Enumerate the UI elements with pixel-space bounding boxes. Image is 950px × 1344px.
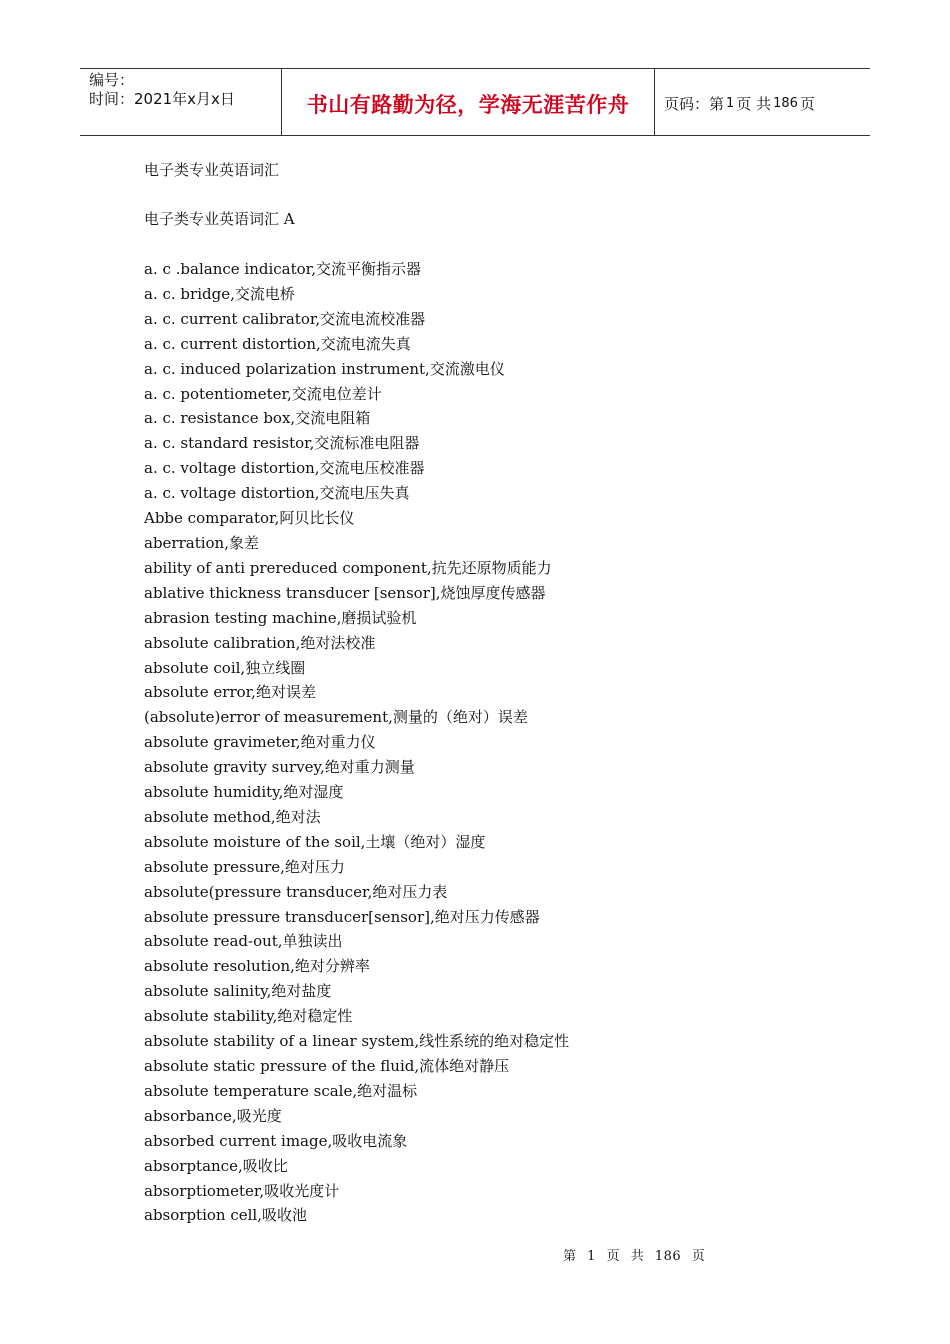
glossary-list	[144, 257, 864, 1228]
glossary-entry: absolute humidity,绝对湿度	[144, 783, 344, 802]
page-total: 186	[773, 95, 798, 111]
glossary-entry: absolute static pressure of the fluid,流体绝对静压	[144, 1057, 510, 1075]
glossary-entry: absolute read-out,单独读出	[144, 932, 343, 951]
document-title: 电子类专业英语词汇	[144, 161, 280, 179]
glossary-entry: a. c. voltage distortion,交流电压校准器	[144, 459, 425, 478]
glossary-entry: ability of anti prereduced component,抗先还原物质能力	[144, 558, 552, 577]
glossary-entry: absolute temperature scale,绝对温标	[144, 1081, 418, 1100]
glossary-entry: a. c. current distortion,交流电流失真	[144, 334, 411, 353]
glossary-entry: (absolute)error of measurement,测量的（绝对）误差	[144, 708, 528, 727]
glossary-entry: aberration,象差	[144, 533, 259, 552]
glossary-entry: absolute pressure transducer[sensor],绝对压力传感器	[144, 907, 540, 926]
glossary-entry: a. c. voltage distortion,交流电压失真	[144, 484, 410, 503]
glossary-entry: abrasion testing machine,磨损试验机	[144, 608, 417, 627]
glossary-entry: absolute stability of a linear system,线性系统的绝对稳定性	[144, 1032, 570, 1051]
glossary-entry: absolute(pressure transducer,绝对压力表	[144, 882, 448, 901]
footer-mid1: 页	[606, 1249, 621, 1264]
glossary-entry: absolute moisture of the soil,土壤（绝对）湿度	[144, 832, 486, 851]
glossary-entry: absorbance,吸光度	[144, 1106, 282, 1125]
glossary-entry: absolute pressure,绝对压力	[144, 857, 345, 876]
header-page-info	[655, 69, 870, 135]
page-mid: 页 共	[736, 94, 772, 113]
document-body	[144, 158, 864, 1228]
glossary-entry: absolute stability,绝对稳定性	[144, 1007, 353, 1026]
glossary-entry: a. c. standard resistor,交流标准电阻器	[144, 434, 420, 453]
glossary-entry: ablative thickness transducer [sensor],烧蚀厚度传感器	[144, 583, 546, 602]
glossary-entry: a. c. induced polarization instrument,交流激电仪	[144, 359, 505, 378]
page-prefix: 页码：第	[664, 94, 725, 113]
glossary-entry: absolute gravimeter,绝对重力仪	[144, 733, 376, 752]
footer-total: 186	[654, 1249, 682, 1264]
footer-current: 1	[587, 1249, 596, 1264]
glossary-entry: a. c .balance indicator,交流平衡指示器	[144, 260, 421, 278]
glossary-entry: absolute gravity survey,绝对重力测量	[144, 758, 415, 777]
footer-suffix: 页	[691, 1249, 706, 1264]
glossary-entry: absolute error,绝对误差	[144, 683, 316, 702]
page-current: 1	[726, 95, 735, 111]
glossary-entry: absorption cell,吸收池	[144, 1206, 307, 1225]
glossary-entry: a. c. potentiometer,交流电位差计	[144, 384, 382, 403]
glossary-entry: absolute method,绝对法	[144, 807, 321, 826]
glossary-entry: absolute resolution,绝对分辨率	[144, 957, 370, 976]
glossary-entry: a. c. resistance box,交流电阻箱	[144, 409, 371, 428]
page-suffix: 页	[799, 94, 815, 113]
glossary-entry: absorptance,吸收比	[144, 1156, 288, 1175]
header-meta	[80, 69, 281, 135]
document-time-label: 时间：2021年x月x日	[89, 90, 235, 108]
page-footer	[563, 1245, 711, 1264]
glossary-entry: Abbe comparator,阿贝比长仪	[144, 509, 355, 528]
header-motto: 书山有路勤为径，学海无涯苦作舟	[281, 69, 655, 135]
glossary-entry: a. c. current calibrator,交流电流校准器	[144, 309, 426, 328]
glossary-entry: absorbed current image,吸收电流象	[144, 1131, 408, 1150]
glossary-entry: a. c. bridge,交流电桥	[144, 284, 295, 303]
section-title: 电子类专业英语词汇 A	[144, 210, 295, 228]
page-header	[80, 68, 870, 136]
glossary-entry: absolute calibration,绝对法校准	[144, 633, 376, 652]
glossary-entry: absolute coil,独立线圈	[144, 658, 306, 677]
footer-prefix: 第	[563, 1249, 577, 1264]
glossary-entry: absolute salinity,绝对盐度	[144, 982, 332, 1001]
footer-mid2: 共	[630, 1249, 645, 1264]
glossary-entry: absorptiometer,吸收光度计	[144, 1181, 340, 1200]
document-number-label: 编号：	[89, 71, 135, 89]
